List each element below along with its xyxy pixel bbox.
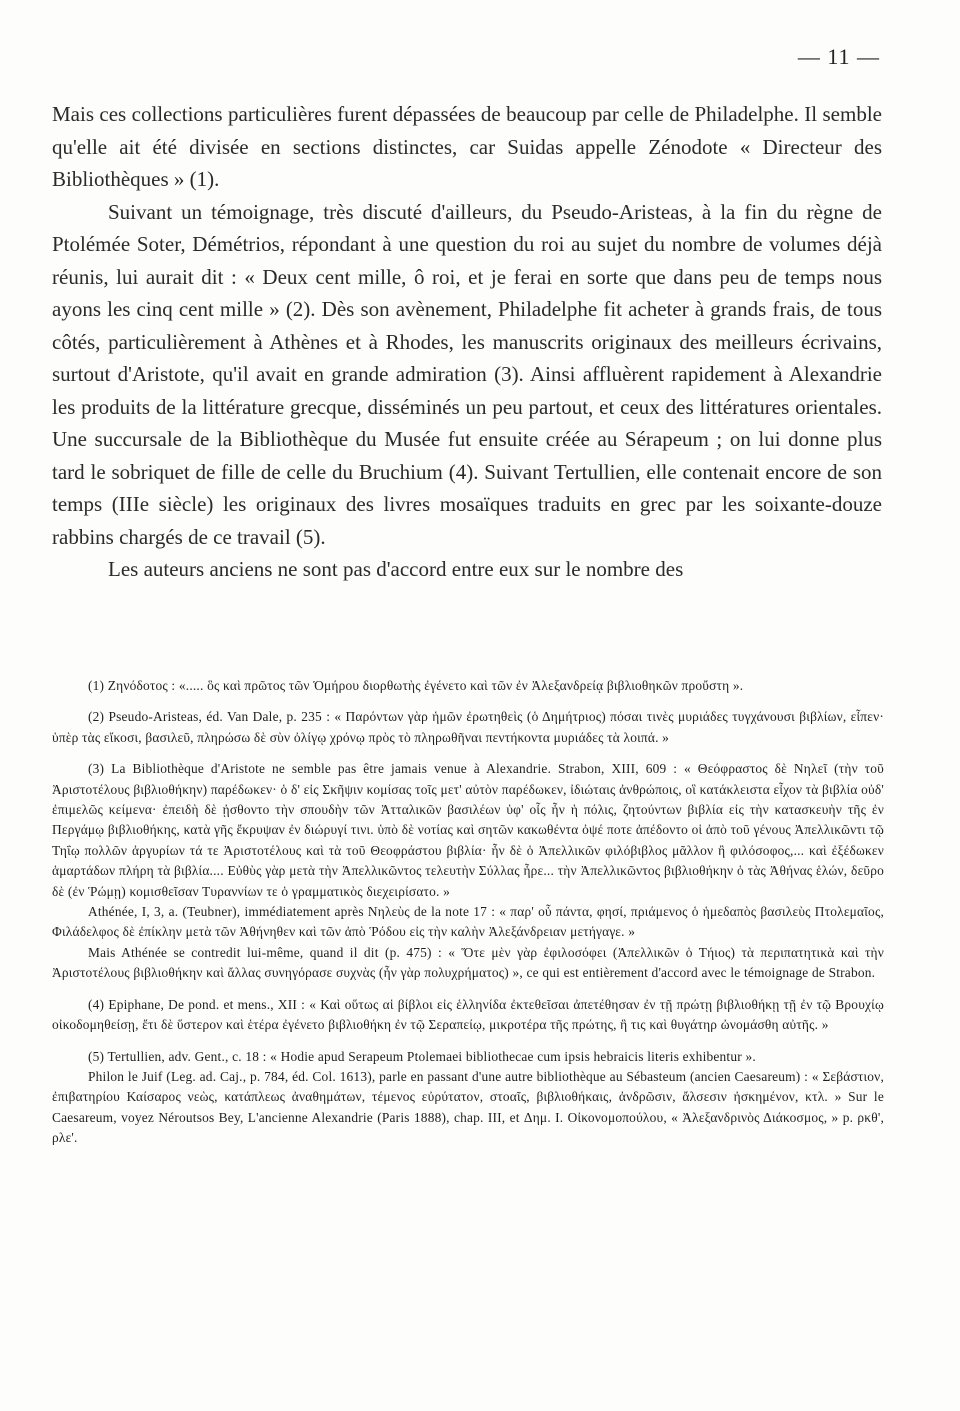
footnote-3-contradiction: Mais Athénée se contredit lui-même, quand il dit (p. 475) : « Ὅτε μὲν γὰρ ἐφιλοσόφει (Ἀπελλικῶν ὁ Τήιος) τὰ περιπατητικὰ καὶ τὴν Ἀριστοτέλους βιβλιοθήκην καὶ ἄλλας συνηγόρασε συχνὰς (ἦν γὰρ πολυχρήματος) », ce qui est entièrement d'accord avec le témoignage de Strabon. (52, 944, 884, 981)
page-number: — 11 — (797, 44, 880, 69)
footnote-1: (1) Ζηνόδοτος : «..... ὃς καὶ πρῶτος τῶν Ὁμήρου διορθωτὴς ἐγένετο καὶ τῶν ἐν Ἀλεξανδρείᾳ βιβλιοθηκῶν προὔστη ». (88, 678, 744, 693)
footnote-3-athenaeus: Athénée, I, 3, a. (Teubner), immédiatement après Νηλεὺς de la note 17 : « παρ' οὗ πάντα, φησί, πριάμενος ὁ ἡμεδαπὸς βασιλεὺς Πτολεμαῖος, Φιλάδελφος δὲ ἐπίκλην μετὰ τῶν Ἀθήνηθεν καὶ τῶν ἀπὸ Ῥόδου εἰς τὴν καλὴν Ἀλεξάνδρειαν μετήγαγε. » (52, 904, 884, 940)
footnote-5-philon: Philon le Juif (Leg. ad. Caj., p. 784, éd. Col. 1613), parle en passant d'une autre bibliothèque au Sébasteum (ancien Caesareum) : « Σεβάστιον, ἐπιβατηρίου Καίσαρος νεὼς, κατάπλεως ἀναθημάτων, τέμενος εὐρύτατον, στοαῖς, βιβλιοθήκαις, ἀνδρῶσιν, ἄλσεσιν ἠσκημένον, κτλ. » Sur le Caesareum, voyez Néroutsos Bey, L'ancienne Alexandrie (Paris 1888), chap. III, et Δημ. Ι. Οἰκονομοπούλου, « Ἀλεξανδρινὸς Διάκοσμος, » p. ρκθ', ρλε'. (52, 1068, 884, 1146)
paragraph-1: Mais ces collections particulières furent dépassées de beaucoup par celle de Philadelphe. Il semble qu'elle ait été divisée en sections distinctes, car Suidas appelle Zénodote « Directeur des Bibliothèques » (1). (52, 102, 882, 191)
paragraph-2: Suivant un témoignage, très discuté d'ailleurs, du Pseudo-Aristeas, à la fin du règne de Ptolémée Soter, Démétrios, répondant à une question du roi au sujet du nombre de volumes déjà réunis, lui aurait dit : « Deux cent mille, ô roi, et je ferai en sorte que dans peu de temps nous ayons les cinq cent mille » (2). Dès son avènement, Philadelphe fit acheter à grands frais, de tous côtés, particulièrement à Athènes et à Rhodes, les manuscrits originaux des meilleurs écrivains, surtout d'Aristote, qu'il avait en grande admiration (3). Ainsi affluèrent rapidement à Alexandrie les produits de la littérature grecque, disséminés un peu partout, et ceux des littératures orientales. Une succursale de la Bibliothèque du Musée fut ensuite créée au Sérapeum ; on lui donne plus tard le sobriquet de fille de celle du Bruchium (4). Suivant Tertullien, elle contenait encore de son temps (IIIe siècle) les originaux des livres mosaïques traduits en grec par les soixante-douze rabbins chargés de ce travail (5). (52, 199, 882, 549)
footnotes (52, 676, 884, 1149)
footnote-4: (4) Epiphane, De pond. et mens., XII : « Καὶ οὕτως αἱ βίβλοι εἰς ἑλληνίδα ἐκτεθεῖσαι ἀπετέθησαν ἐν τῇ πρώτῃ βιβλιοθήκῃ τῇ ἐν τῷ Βρουχίῳ οἰκοδομηθείσῃ, ἔτι δὲ ὕστερον καὶ ἑτέρα ἐγένετο βιβλιοθήκη ἐν τῷ Σεραπείῳ, μικροτέρα τῆς πρώτης, ἣ τις καὶ θυγάτηρ ὠνομάσθη αὐτῆς. » (52, 996, 884, 1033)
footnote-5: (5) Tertullien, adv. Gent., c. 18 : « Hodie apud Serapeum Ptolemaei bibliothecae cum ipsis hebraicis literis exhibentur ». (88, 1048, 756, 1064)
footnote-3: (3) La Bibliothèque d'Aristote ne semble pas être jamais venue à Alexandrie. Strabon, XIII, 609 : « Θεόφραστος δὲ Νηλεῖ (τὴν τοῦ Ἀριστοτέλους βιβλιοθήκην) παρέδωκεν· ὁ δ' εἰς Σκῆψιν κομίσας τοῖς μετ' αὐτὸν παρέδωκεν, ἰδιώταις ἀνθρώποις, οἳ κατάκλειστα εἶχον τὰ βιβλία οὐδ' ἐπιμελῶς κείμενα· ἐπειδὴ δὲ ᾐσθοντο τὴν σπουδὴν τῶν Ἀτταλικῶν βασιλέων ὑφ' οἷς ἦν ἡ πόλις, ζητούντων βιβλία εἰς τὴν κατασκευὴν τῆς ἐν Περγάμῳ βιβλιοθήκης, κατὰ γῆς ἔκρυψαν ἐν διώρυγί τινι. ὑπὸ δὲ νοτίας καὶ σητῶν κακωθέντα ὀψέ ποτε ἀπέδοντο οἱ ἀπὸ τοῦ γένους Ἀπελλικῶντι τῷ Τηΐῳ πολλῶν ἀργυρίων τά τε Ἀριστοτέλους καὶ τὰ τοῦ Θεοφράστου βιβλία· ἦν δὲ ὁ Ἀπελλικῶν φιλόβιβλος μᾶλλον ἢ φιλόσοφος,... καὶ ἐξέδωκεν ἁμαρτάδων πλήρη τὰ βιβλία.... Εὐθὺς γὰρ μετὰ τὴν Ἀπελλικῶντος τελευτὴν Σύλλας ἦρε... τὴν Ἀπελλικῶντος βιβλιοθήκην ὁ τὰς Ἀθήνας ἑλών, δεῦρο δὲ (ἐν Ῥώμῃ) κομισθεῖσαν Τυραννίων τε ὁ γραμματικὸς διεχειρίσατο. » (52, 761, 884, 899)
footnote-2: (2) Pseudo-Aristeas, éd. Van Dale, p. 235 : « Παρόντων γὰρ ἡμῶν ἐρωτηθεὶς (ὁ Δημήτριος) πόσαι τινὲς μυριάδες τυγχάνουσι βιβλίων, εἶπεν· ὑπὲρ τὰς εἴκοσι, βασιλεῦ, πληρώσω δὲ σὺν ὀλίγῳ χρόνῳ πρὸς τὸ πληρωθῆναι πεντήκοντα μυριάδες τὰ λοιπά. » (52, 709, 884, 745)
paragraph-3: Les auteurs anciens ne sont pas d'accord entre eux sur le nombre des (108, 557, 684, 581)
main-text (52, 98, 882, 586)
